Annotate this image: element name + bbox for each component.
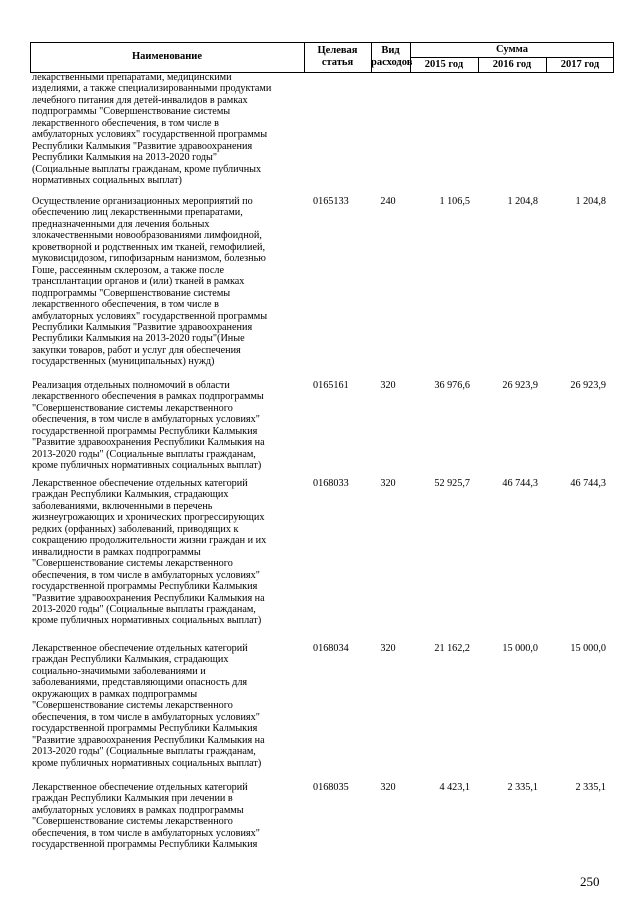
row-value-2015: 4 423,1	[439, 782, 470, 793]
row-target-code: 0168033	[313, 478, 349, 489]
column-header-sum: Сумма	[496, 44, 528, 55]
column-header-2017: 2017 год	[560, 59, 600, 70]
sum-subheader-line	[410, 57, 614, 58]
row-value-2017: 46 744,3	[570, 478, 606, 489]
table-header	[30, 42, 614, 73]
row-value-2017: 2 335,1	[575, 782, 606, 793]
row-value-2017: 1 204,8	[575, 196, 606, 207]
row-value-2015: 52 925,7	[434, 478, 470, 489]
row-target-code: 0168035	[313, 782, 349, 793]
row-name: Лекарственное обеспечение отдельных категорий граждан Республики Калмыкия, страдающих заболеваниями, включенными в перечень жизнеугрожающих и хронических прогрессирующих редких (орфанных) заболеваний, приводящих к сокращению продолжительности жизни граждан и их инвалидности в рамках подпрограммы "Совершенствование системы лекарственного обеспечения, в том числе в амбулаторных условиях" государственной программы Республики Калмыкия "Развитие здравоохранения Республики Калмыкия на 2013-2020 годы" (Социальные выплаты гражданам, кроме публичных нормативных социальных выплат)	[32, 478, 267, 627]
column-header-target: Целевая статья	[317, 45, 358, 68]
row-target-code: 0165133	[313, 196, 349, 207]
row-value-2017: 26 923,9	[570, 380, 606, 391]
row-name: лекарственными препаратами, медицинскими изделиями, а также специализированными продуктами лечебного питания для детей-инвалидов в рамках подпрограммы "Совершенствование системы лекарственного обеспечения, в том числе в амбулаторных условиях" государственной программы Республики Калмыкия "Развитие здравоохранения Республики Калмыкия на 2013-2020 годы" (Социальные выплаты гражданам, кроме публичных нормативных социальных выплат)	[32, 72, 272, 187]
row-name: Осуществление организационных мероприятий по обеспечению лиц лекарственными препаратами, предназначенными для лечения больных злокачественными новообразованиями лимфоидной, кроветворной и родственных им тканей, гемофилией, муковисцидозом, гипофизарным нанизмом, болезнью Гоше, рассеянным склерозом, а также после трансплантации органов и (или) тканей в рамках подпрограммы "Совершенствование системы лекарственного обеспечения, в том числе в амбулаторных условиях" государственной программы Республики Калмыкия "Развитие здравоохранения Республики Калмыкия на 2013-2020 годы"(Иные закупки товаров, работ и услуг для обеспечения государственных (муниципальных) нужд)	[32, 196, 268, 368]
row-value-2017: 15 000,0	[570, 643, 606, 654]
row-expense-kind: 240	[380, 196, 396, 207]
row-name: Реализация отдельных полномочий в области лекарственного обеспечения в рамках подпрограммы "Совершенствование системы лекарственного обеспечения, в том числе в амбулаторных условиях" государственной программы Республики Калмыкия "Развитие здравоохранения Республики Калмыкия на 2013-2020 годы" (Социальные выплаты гражданам, кроме публичных нормативных социальных выплат)	[32, 380, 265, 472]
row-name: Лекарственное обеспечение отдельных категорий граждан Республики Калмыкия при лечении в амбулаторных условиях в рамках подпрограммы "Совершенствование системы лекарственного обеспечения, в том числе в амбулаторных условиях" государственной программы Республики Калмыкия	[32, 782, 260, 851]
row-target-code: 0165161	[313, 380, 349, 391]
page-number: 250	[580, 874, 600, 889]
row-target-code: 0168034	[313, 643, 349, 654]
row-value-2015: 21 162,2	[434, 643, 470, 654]
column-header-2016: 2016 год	[492, 59, 532, 70]
row-expense-kind: 320	[380, 643, 396, 654]
column-header-name: Наименование	[132, 51, 202, 62]
row-expense-kind: 320	[380, 782, 396, 793]
row-value-2016: 15 000,0	[502, 643, 538, 654]
row-value-2015: 1 106,5	[439, 196, 470, 207]
row-value-2016: 26 923,9	[502, 380, 538, 391]
column-header-2015: 2015 год	[424, 59, 464, 70]
row-expense-kind: 320	[380, 380, 396, 391]
row-value-2016: 2 335,1	[507, 782, 538, 793]
row-value-2016: 46 744,3	[502, 478, 538, 489]
column-header-kind: Вид расходов	[371, 45, 413, 68]
row-value-2016: 1 204,8	[507, 196, 538, 207]
row-value-2015: 36 976,6	[434, 380, 470, 391]
row-expense-kind: 320	[380, 478, 396, 489]
row-name: Лекарственное обеспечение отдельных категорий граждан Республики Калмыкия, страдающих социально-значимыми заболеваниями и заболеваниями, представляющими опасность для окружающих в рамках подпрограммы "Совершенствование системы лекарственного обеспечения, в том числе в амбулаторных условиях" государственной программы Республики Калмыкия "Развитие здравоохранения Республики Калмыкия на 2013-2020 годы" (Социальные выплаты гражданам, кроме публичных нормативных социальных выплат)	[32, 643, 265, 769]
